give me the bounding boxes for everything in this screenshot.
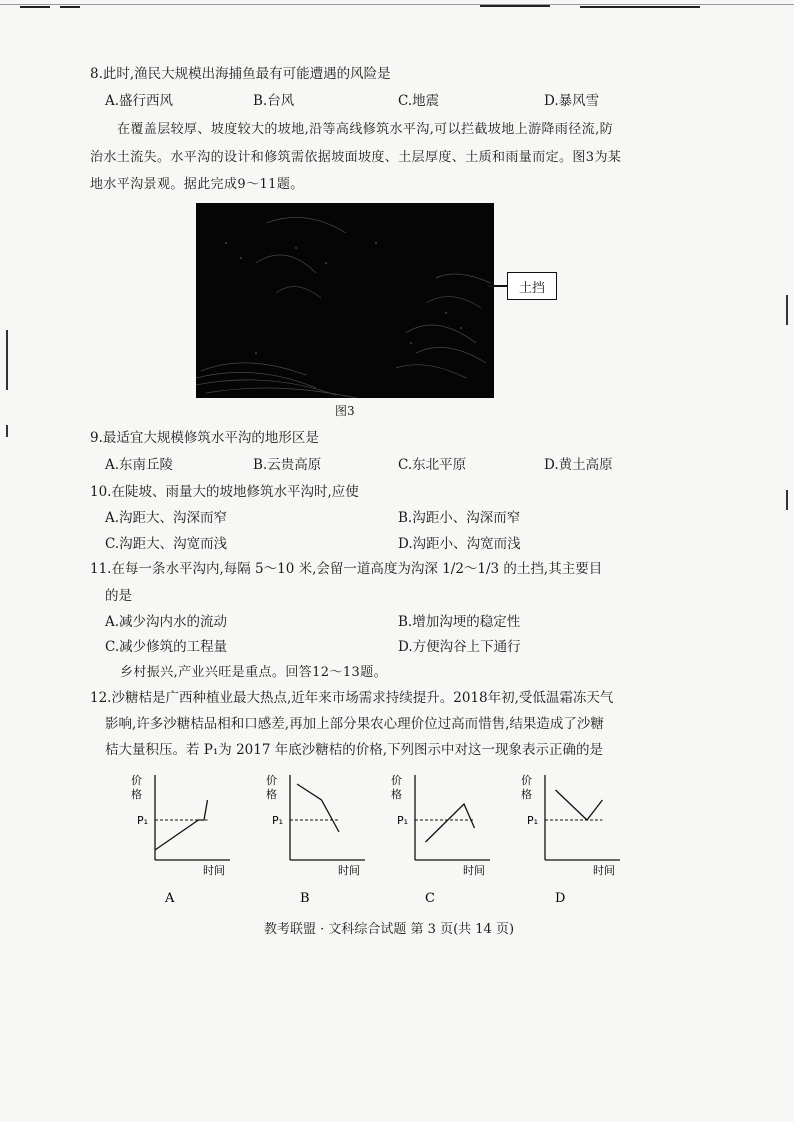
- reference-label-p1: P₁: [527, 814, 539, 827]
- option-label: C: [425, 891, 435, 906]
- chart-svg: [391, 770, 525, 910]
- x-axis-label: 时间: [338, 864, 360, 877]
- scan-dash: [580, 6, 700, 8]
- q8-option-d: D.暴风雪: [544, 93, 600, 109]
- callout-label: 土挡: [518, 280, 545, 296]
- scan-edge-top: [0, 4, 794, 5]
- price-series-line: [426, 804, 475, 842]
- price-chart-b: [266, 770, 400, 914]
- q9-option-c: C.东北平原: [398, 457, 467, 473]
- price-chart-d: [521, 770, 655, 914]
- intro-paragraph-line: 地水平沟景观。据此完成9～11题。: [90, 177, 304, 192]
- chart-svg: [266, 770, 400, 910]
- q9-option-a: A.东南丘陵: [105, 457, 174, 473]
- q8-option-b: B.台风: [253, 93, 295, 109]
- scan-dash: [480, 5, 550, 7]
- q11-option-d: D.方便沟谷上下通行: [398, 639, 521, 655]
- y-axis-label: 价: [131, 774, 142, 787]
- y-axis-label: 价: [391, 774, 402, 787]
- price-series-line: [556, 790, 603, 820]
- y-axis-label: 格: [131, 788, 142, 801]
- scan-margin-mark: [6, 425, 8, 437]
- reference-label-p1: P₁: [137, 814, 149, 827]
- y-axis-label: 价: [521, 774, 532, 787]
- question-12-line: 12.沙糖桔是广西种植业最大热点,近年来市场需求持续提升。2018年初,受低温霜冻天气: [90, 690, 614, 706]
- x-axis-label: 时间: [593, 864, 615, 877]
- scan-margin-mark: [786, 490, 788, 510]
- chart-svg: [131, 770, 265, 910]
- scan-dash: [60, 6, 80, 8]
- question-11-stem: 11.在每一条水平沟内,每隔 5～10 米,会留一道高度为沟深 1/2～1/3 的土挡,其主要目: [90, 561, 603, 577]
- q9-option-d: D.黄土高原: [544, 457, 613, 473]
- figure-3-photo: [196, 203, 494, 398]
- x-axis-label: 时间: [463, 864, 485, 877]
- option-label: A: [165, 891, 175, 906]
- intro-paragraph-line: 在覆盖层较厚、坡度较大的坡地,沿等高线修筑水平沟,可以拦截坡地上游降雨径流,防: [117, 122, 613, 137]
- question-12-line: 桔大量积压。若 P₁为 2017 年底沙糖桔的价格,下列图示中对这一现象表示正确的是: [105, 742, 604, 758]
- q9-option-b: B.云贵高原: [253, 457, 322, 473]
- y-axis-label: 格: [391, 788, 402, 801]
- price-chart-a: [131, 770, 265, 914]
- x-axis-label: 时间: [203, 864, 225, 877]
- option-label: D: [555, 891, 566, 906]
- question-9-stem: 9.最适宜大规模修筑水平沟的地形区是: [90, 430, 319, 446]
- question-11-stem-cont: 的是: [105, 588, 132, 604]
- y-axis-label: 格: [266, 788, 277, 801]
- q8-option-a: A.盛行西风: [105, 93, 174, 109]
- scan-dash: [20, 6, 50, 8]
- q10-option-d: D.沟距小、沟宽而浅: [398, 536, 521, 552]
- page-footer: 教考联盟 · 文科综合试题 第 3 页(共 14 页): [264, 922, 515, 937]
- intro-paragraph-line: 治水土流失。水平沟的设计和修筑需依据坡面坡度、土层厚度、土质和雨量而定。图3为某: [90, 150, 622, 165]
- price-series-line: [297, 784, 339, 832]
- intro-2: 乡村振兴,产业兴旺是重点。回答12～13题。: [120, 665, 388, 680]
- price-series-line: [155, 800, 208, 850]
- chart-svg: [521, 770, 655, 910]
- q10-option-a: A.沟距大、沟深而窄: [105, 510, 228, 526]
- q10-option-c: C.沟距大、沟宽而浅: [105, 536, 228, 552]
- scan-margin-mark: [786, 295, 788, 325]
- option-label: B: [300, 891, 310, 906]
- callout-leader-line: [488, 285, 507, 287]
- q10-option-b: B.沟距小、沟深而窄: [398, 510, 521, 526]
- scan-margin-mark: [6, 330, 8, 390]
- q11-option-a: A.减少沟内水的流动: [105, 614, 228, 630]
- figure-3-caption: 图3: [335, 404, 355, 418]
- y-axis-label: 格: [521, 788, 532, 801]
- q8-option-c: C.地震: [398, 93, 440, 109]
- question-8-stem: 8.此时,渔民大规模出海捕鱼最有可能遭遇的风险是: [90, 66, 391, 82]
- q11-option-c: C.减少修筑的工程量: [105, 639, 228, 655]
- reference-label-p1: P₁: [272, 814, 284, 827]
- y-axis-label: 价: [266, 774, 277, 787]
- reference-label-p1: P₁: [397, 814, 409, 827]
- question-12-line: 影响,许多沙糖桔品相和口感差,再加上部分果农心理价位过高而惜售,结果造成了沙糖: [105, 716, 604, 732]
- price-chart-c: [391, 770, 525, 914]
- q11-option-b: B.增加沟埂的稳定性: [398, 614, 521, 630]
- callout-label-box: [507, 272, 557, 300]
- question-10-stem: 10.在陡坡、雨量大的坡地修筑水平沟时,应使: [90, 484, 359, 500]
